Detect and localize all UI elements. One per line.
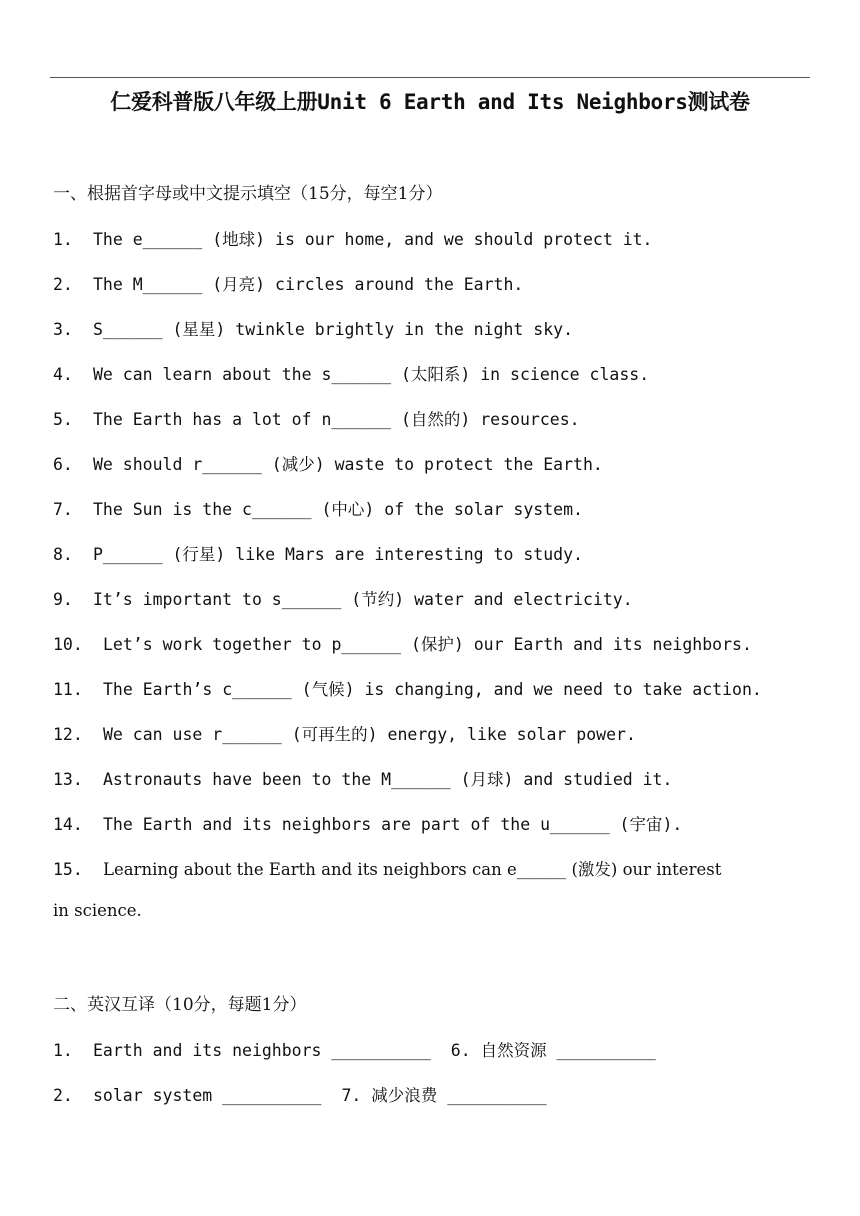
translation-item-1: Earth and its neighbors __________ [93,1041,431,1060]
question-10: 10. Let’s work together to p______ (保护) our Earth and its neighbors. [53,635,752,654]
question-14: 14. The Earth and its neighbors are part of the u______ (宇宙). [53,815,683,834]
section-1-heading: 一、根据首字母或中文提示填空（15分，每空1分） [53,184,443,204]
translation-item-7: 减少浪费 __________ [371,1086,547,1105]
question-1: 1. The e______ (地球) is our home, and we should protect it. [53,230,653,249]
question-7: 7. The Sun is the c______ (中心) of the solar system. [53,500,583,519]
question-12: 12. We can use r______ (可再生的) energy, like solar power. [53,725,636,744]
translation-row-2: 2. solar system __________ 7. 减少浪费 __________ [53,1086,547,1105]
question-8: 8. P______ (行星) like Mars are interesting to study. [53,545,583,564]
translation-item-6: 自然资源 __________ [480,1041,656,1060]
question-15: 15. Learning about the Earth and its neighbors can e______ (激发) our interest [53,860,722,879]
question-4: 4. We can learn about the s______ (太阳系) in science class. [53,365,650,384]
question-2: 2. The M______ (月亮) circles around the Earth. [53,275,524,294]
header-rule [50,77,810,78]
question-3: 3. S______ (星星) twinkle brightly in the night sky. [53,320,574,339]
translation-row-1: 1. Earth and its neighbors __________ 6. 自然资源 __________ [53,1041,656,1060]
question-9: 9. It’s important to s______ (节约) water and electricity. [53,590,633,609]
question-11: 11. The Earth’s c______ (气候) is changing, and we need to take action. [53,680,762,699]
question-13: 13. Astronauts have been to the M______ (月球) and studied it. [53,770,673,789]
question-6: 6. We should r______ (减少) waste to protect the Earth. [53,455,603,474]
translation-item-2: solar system __________ [93,1086,322,1105]
question-15-continuation: in science. [53,901,142,920]
question-5: 5. The Earth has a lot of n______ (自然的) resources. [53,410,580,429]
section-2-heading: 二、英汉互译（10分，每题1分） [53,995,307,1015]
page-title: 仁爱科普版八年级上册Unit 6 Earth and Its Neighbors测试卷 [110,90,750,114]
